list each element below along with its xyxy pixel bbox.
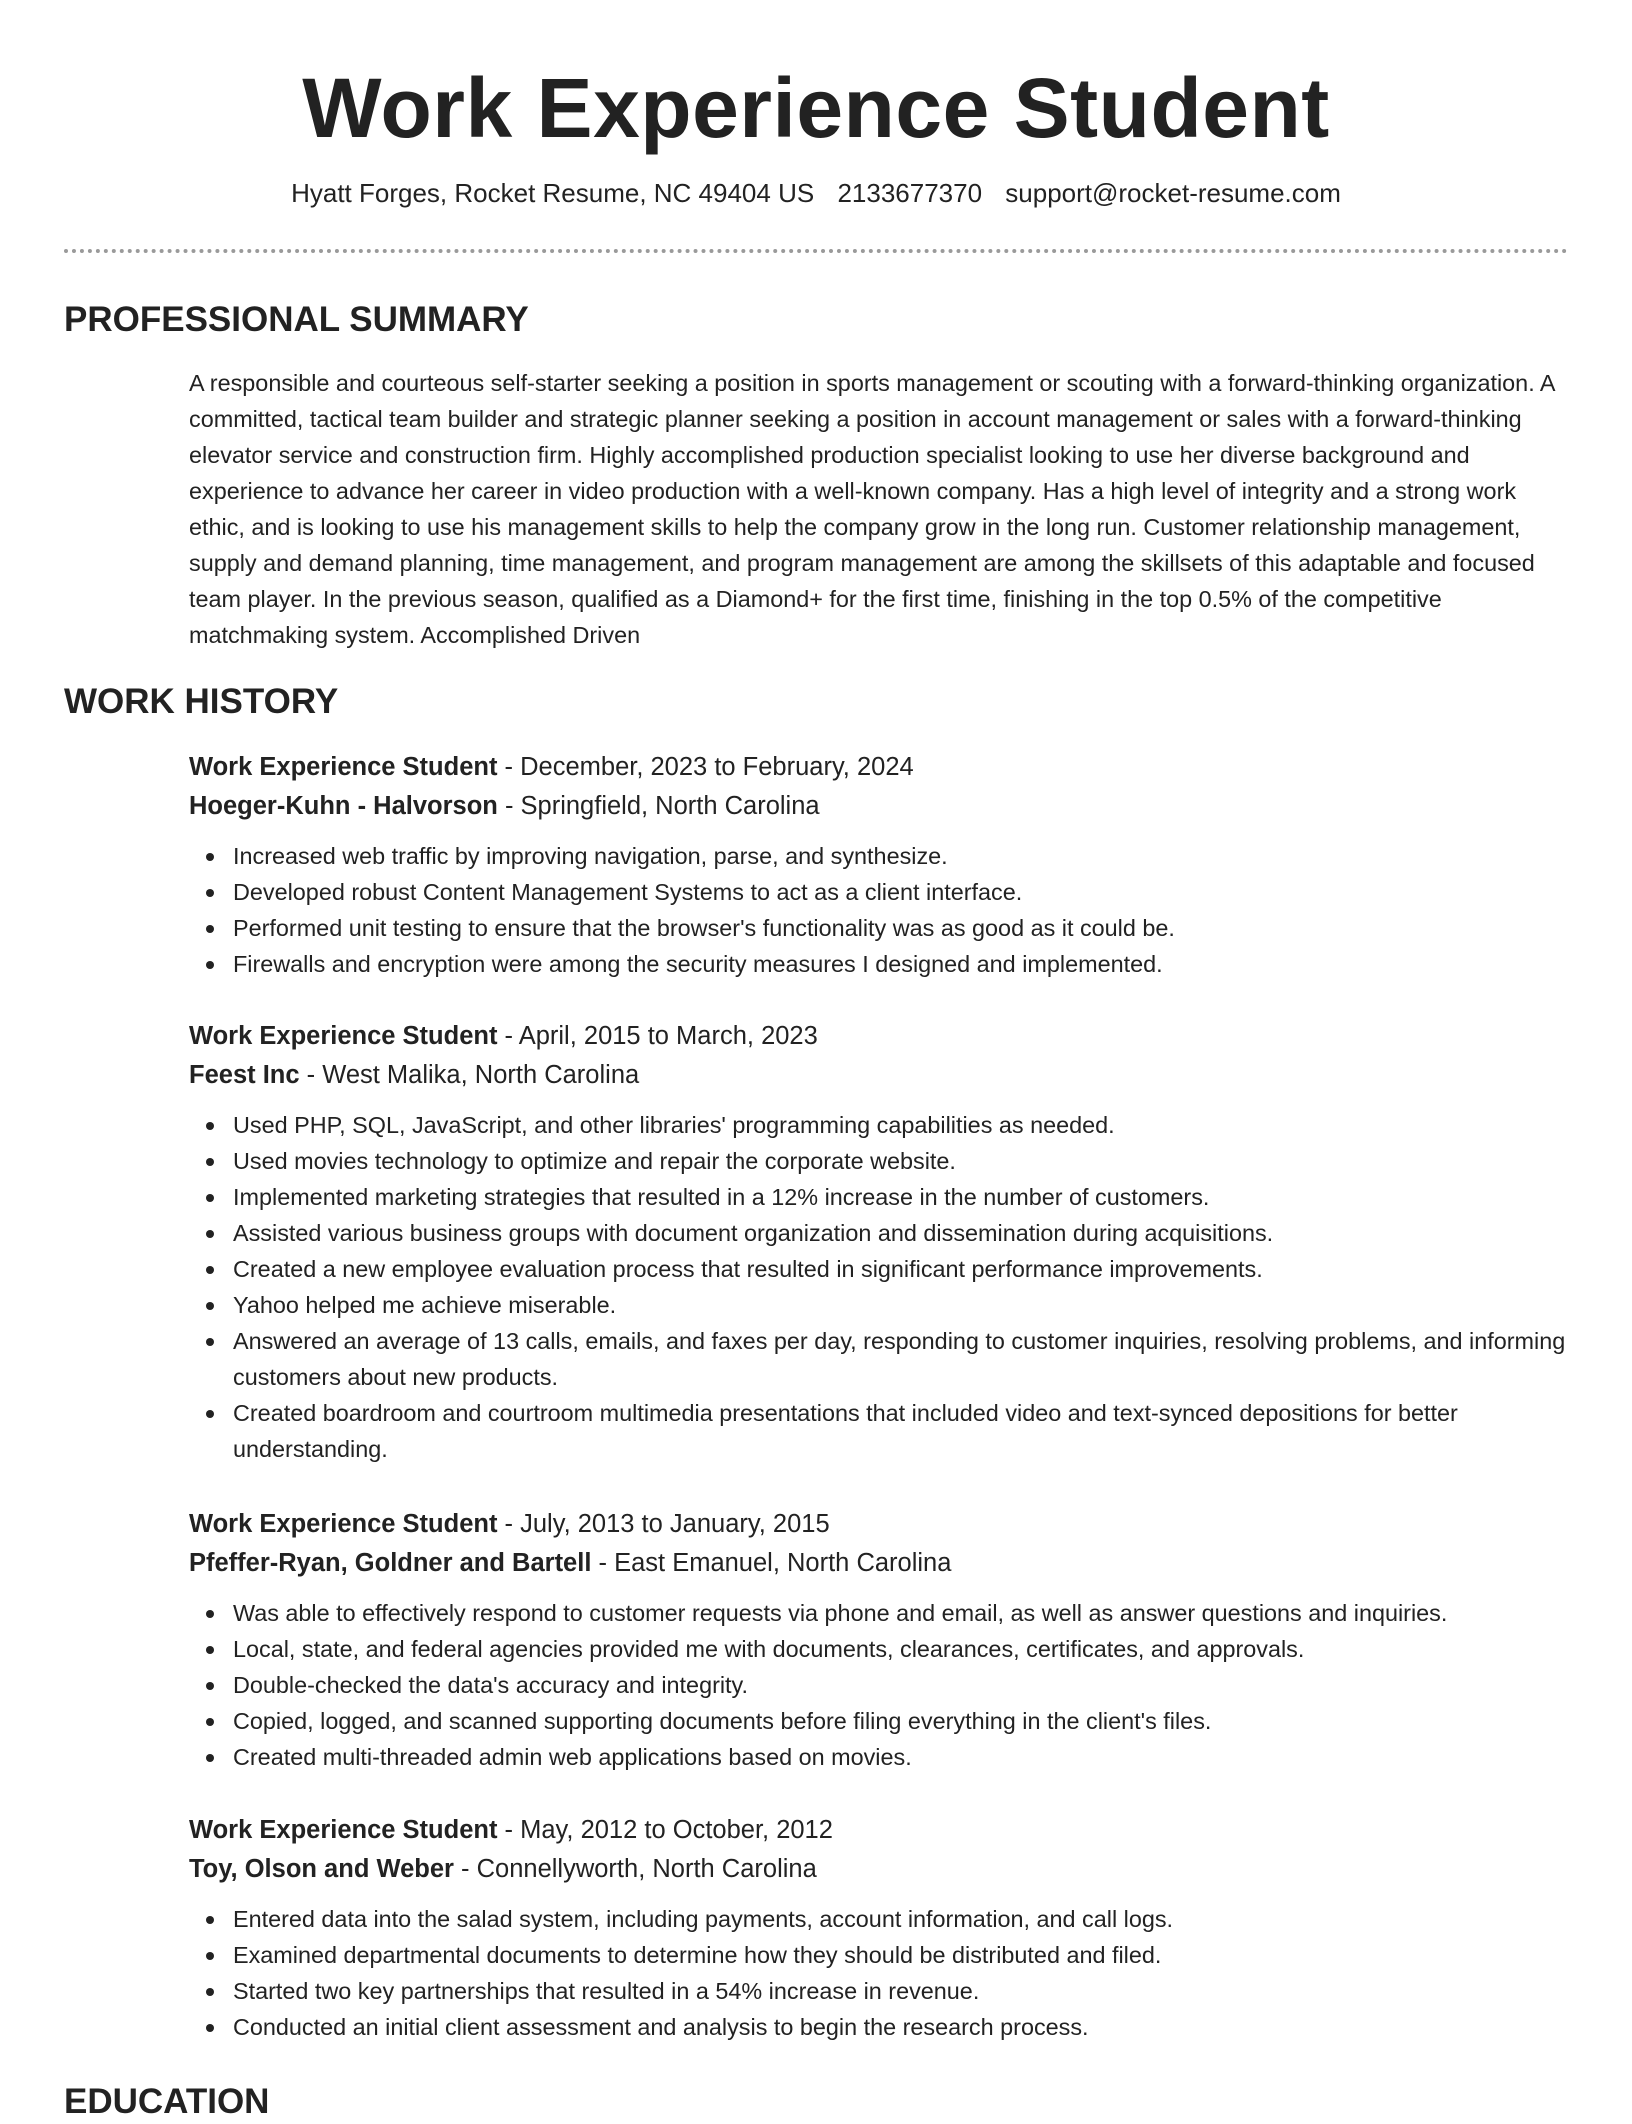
contact-email: support@rocket-resume.com xyxy=(1005,178,1341,208)
job-dates: - April, 2015 to March, 2023 xyxy=(497,1022,818,1050)
job-location: - East Emanuel, North Carolina xyxy=(591,1549,952,1577)
job-bullet: Examined departmental documents to determine how they should be distributed and filed. xyxy=(233,1937,1569,1973)
contact-line xyxy=(64,176,1568,210)
job-bullet: Double-checked the data's accuracy and integrity. xyxy=(233,1667,1569,1703)
job-dates: - December, 2023 to February, 2024 xyxy=(497,753,914,781)
job-bullet: Yahoo helped me achieve miserable. xyxy=(233,1287,1569,1323)
job-bullets xyxy=(189,1595,1569,1775)
contact-phone: 2133677370 xyxy=(837,178,983,208)
job-bullet: Created multi-threaded admin web applications based on movies. xyxy=(233,1739,1569,1775)
job-company: Toy, Olson and Weber xyxy=(189,1855,454,1883)
job-bullet: Created a new employee evaluation process that resulted in significant performance improvements. xyxy=(233,1251,1569,1287)
job-location: - Springfield, North Carolina xyxy=(497,792,820,820)
job-title-line xyxy=(189,1017,1569,1056)
job-role: Work Experience Student xyxy=(189,1816,498,1844)
job-bullet: Answered an average of 13 calls, emails, and faxes per day, responding to customer inquiries, resolving problems, and informing customers about new products. xyxy=(233,1323,1569,1395)
job-company-line xyxy=(189,1850,1569,1889)
job-location: - Connellyworth, North Carolina xyxy=(453,1855,817,1883)
summary-text: A responsible and courteous self-starter seeking a position in sports management or scouting with a forward-thinking organization. A committed, tactical team builder and strategic planner seeking a position in account management or sales with a forward-thinking elevator service and construction firm. Highly accomplished production specialist looking to use her diverse background and experience to advance her career in video production with a well-known company. Has a high level of integrity and a strong work ethic, and is looking to use his management skills to help the company grow in the long run. Customer relationship management, supply and demand planning, time management, and program management are among the skillsets of this adaptable and focused team player. In the previous season, qualified as a Diamond+ for the first time, finishing in the top 0.5% of the competitive matchmaking system. Accomplished Driven xyxy=(189,370,1555,648)
job-bullet: Used PHP, SQL, JavaScript, and other libraries' programming capabilities as needed. xyxy=(233,1107,1569,1143)
job-bullet: Developed robust Content Management Systems to act as a client interface. xyxy=(233,874,1569,910)
job-bullet: Entered data into the salad system, including payments, account information, and call logs. xyxy=(233,1901,1569,1937)
job-bullets xyxy=(189,838,1569,982)
candidate-name: Work Experience Student xyxy=(302,61,1330,155)
section-title-work-history: WORK HISTORY xyxy=(64,682,339,721)
job-company: Hoeger-Kuhn - Halvorson xyxy=(189,792,498,820)
section-title-education: EDUCATION xyxy=(64,2082,270,2121)
job-dates: - May, 2012 to October, 2012 xyxy=(497,1816,833,1844)
job-bullet: Local, state, and federal agencies provided me with documents, clearances, certificates, and approvals. xyxy=(233,1631,1569,1667)
job-company-line xyxy=(189,1544,1569,1583)
job-bullet: Copied, logged, and scanned supporting documents before filing everything in the client's files. xyxy=(233,1703,1569,1739)
header-divider xyxy=(64,249,1568,253)
contact-address: Hyatt Forges, Rocket Resume, NC 49404 US xyxy=(291,178,815,208)
job-bullet: Was able to effectively respond to customer requests via phone and email, as well as answer questions and inquiries. xyxy=(233,1595,1569,1631)
job-title-line xyxy=(189,1505,1569,1544)
job-entry xyxy=(189,1017,1569,1467)
job-bullet: Started two key partnerships that resulted in a 54% increase in revenue. xyxy=(233,1973,1569,2009)
job-entry xyxy=(189,1811,1569,2045)
job-company-line xyxy=(189,1056,1569,1095)
resume-page xyxy=(64,0,1568,2121)
job-bullet: Used movies technology to optimize and repair the corporate website. xyxy=(233,1143,1569,1179)
job-bullets xyxy=(189,1901,1569,2045)
job-bullet: Performed unit testing to ensure that the browser's functionality was as good as it could be. xyxy=(233,910,1569,946)
job-bullet: Increased web traffic by improving navigation, parse, and synthesize. xyxy=(233,838,1569,874)
job-role: Work Experience Student xyxy=(189,1022,498,1050)
job-title-line xyxy=(189,1811,1569,1850)
job-bullet: Created boardroom and courtroom multimedia presentations that included video and text-synced depositions for better understanding. xyxy=(233,1395,1569,1467)
job-bullet: Firewalls and encryption were among the security measures I designed and implemented. xyxy=(233,946,1569,982)
job-bullet: Assisted various business groups with document organization and dissemination during acquisitions. xyxy=(233,1215,1569,1251)
job-company-line xyxy=(189,787,1569,826)
job-bullets xyxy=(189,1107,1569,1467)
job-bullet: Implemented marketing strategies that resulted in a 12% increase in the number of customers. xyxy=(233,1179,1569,1215)
job-role: Work Experience Student xyxy=(189,1510,498,1538)
job-entry xyxy=(189,748,1569,982)
job-dates: - July, 2013 to January, 2015 xyxy=(497,1510,830,1538)
job-company: Feest Inc xyxy=(189,1061,300,1089)
job-entry xyxy=(189,1505,1569,1775)
job-bullet: Conducted an initial client assessment and analysis to begin the research process. xyxy=(233,2009,1569,2045)
job-location: - West Malika, North Carolina xyxy=(299,1061,640,1089)
job-company: Pfeffer-Ryan, Goldner and Bartell xyxy=(189,1549,592,1577)
job-role: Work Experience Student xyxy=(189,753,498,781)
section-title-summary: PROFESSIONAL SUMMARY xyxy=(64,300,529,339)
job-title-line xyxy=(189,748,1569,787)
